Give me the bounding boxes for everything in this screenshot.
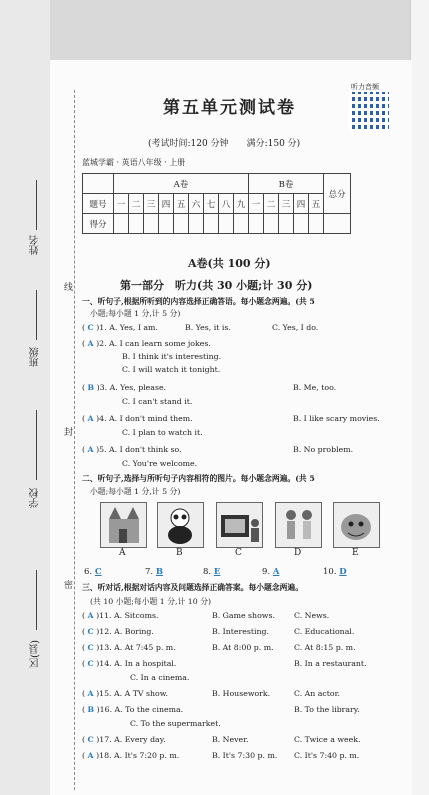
b-col: 二 [264, 194, 279, 214]
cut-mark-close: 密 [64, 581, 74, 591]
q4-option-b: B. I like scary movies. [293, 414, 380, 423]
question-15: ( A )15. A. A TV show. [82, 689, 168, 698]
score-cell[interactable] [189, 214, 204, 234]
exam-sheet [50, 60, 412, 795]
q13-option-b: B. At 8:00 p. m. [212, 643, 274, 652]
q11-option-c: C. News. [294, 611, 330, 620]
q14-option-c: C. In a cinema. [130, 673, 190, 682]
cut-mark-seal: 封 [64, 428, 74, 438]
q16-option-c: C. To the supermarket. [130, 719, 221, 728]
score-cell[interactable] [159, 214, 174, 234]
series-label: 蓝城学霸 · 英语八年级 · 上册 [82, 158, 186, 167]
question-2: ( A )2. A. I can learn some jokes. [82, 339, 211, 348]
q15-option-b: B. Housework. [212, 689, 271, 698]
question-17: ( C )17. A. Every day. [82, 735, 166, 744]
next-page-edge [410, 0, 429, 795]
q3-option-b: B. Me, too. [293, 383, 337, 392]
score-cell[interactable] [204, 214, 219, 234]
page-title: 第五单元测试卷 [163, 98, 296, 118]
b-col: 三 [279, 194, 294, 214]
picture-label-d: D [294, 548, 302, 558]
q12-option-c: C. Educational. [294, 627, 355, 636]
q3-option-c: C. I can't stand it. [122, 397, 193, 406]
q15-option-c: C. An actor. [294, 689, 340, 698]
group-a-header: A卷 [114, 174, 249, 194]
b-col: 四 [294, 194, 309, 214]
score-cell[interactable] [324, 214, 351, 234]
score-table [82, 173, 351, 234]
q17-option-c: C. Twice a week. [294, 735, 361, 744]
picture-label-b: B [176, 548, 183, 558]
q1-option-c: C. Yes, I do. [272, 323, 319, 332]
section-2-title-2: 小题;每小题 1 分,计 5 分) [90, 487, 181, 496]
a-col: 三 [144, 194, 159, 214]
question-1: ( C )1. A. Yes, I am. [82, 323, 158, 332]
picture-d-two-kids [275, 502, 322, 548]
a-col: 五 [174, 194, 189, 214]
total-header: 总分 [324, 174, 351, 214]
section-2-title: 二、听句子,选择与所听句子内容相符的图片。每小题念两遍。(共 5 [82, 474, 315, 483]
class-blank [36, 290, 37, 340]
a-col: 二 [129, 194, 144, 214]
q2-option-b: B. I think it's interesting. [122, 352, 222, 361]
picture-b-kungfu-panda [157, 502, 204, 548]
question-13: ( C )13. A. At 7:45 p. m. [82, 643, 176, 652]
q13-option-c: C. At 8:15 p. m. [294, 643, 356, 652]
picture-e-tiger-cartoon [333, 502, 380, 548]
school-blank [36, 410, 37, 480]
qr-label: 听力音频 [351, 83, 379, 91]
picture-label-c: C [235, 548, 242, 558]
a-col: 六 [189, 194, 204, 214]
score-cell[interactable] [129, 214, 144, 234]
volume-title: A卷(共 100 分) [188, 257, 271, 270]
binding-line [74, 90, 75, 790]
section-3-title: 三、听对话,根据对话内容及问题选择正确答案。每小题念两遍。 [82, 583, 304, 592]
question-12: ( C )12. A. Boring. [82, 627, 154, 636]
section-1-title: 一、听句子,根据所听到的内容选择正确答语。每小题念两遍。(共 5 [82, 297, 315, 306]
picture-label-a: A [119, 548, 126, 558]
score-cell[interactable] [249, 214, 264, 234]
group-b-header: B卷 [249, 174, 324, 194]
section-1-title-2: 小题;每小题 1 分,计 5 分) [90, 309, 181, 318]
q4-option-c: C. I plan to watch it. [122, 428, 203, 437]
a-col: 九 [234, 194, 249, 214]
score-cell[interactable] [294, 214, 309, 234]
left-margin [0, 0, 50, 795]
district-blank [36, 570, 37, 630]
part-title: 第一部分 听力(共 30 小题;计 30 分) [120, 279, 313, 292]
answer-8: 8. E [203, 567, 221, 577]
qr-code[interactable] [349, 92, 389, 132]
q18-option-c: C. It's 7:40 p. m. [294, 751, 360, 760]
score-cell[interactable] [114, 214, 129, 234]
a-col: 四 [159, 194, 174, 214]
question-14: ( C )14. A. In a hospital. [82, 659, 177, 668]
question-no-header: 题号 [83, 194, 114, 214]
section-3-title-2: (共 10 小题;每小题 1 分,计 10 分) [90, 597, 212, 606]
school-label: 学校 [30, 488, 41, 508]
q2-option-c: C. I will watch it tonight. [122, 365, 221, 374]
question-3: ( B )3. A. Yes, please. [82, 383, 167, 392]
question-11: ( A )11. A. Sitcoms. [82, 611, 159, 620]
b-col: 一 [249, 194, 264, 214]
picture-label-e: E [352, 548, 359, 558]
q14-option-b: B. In a restaurant. [294, 659, 367, 668]
score-cell[interactable] [219, 214, 234, 234]
answer-7: 7. B [145, 567, 164, 577]
a-col: 八 [219, 194, 234, 214]
q12-option-b: B. Interesting. [212, 627, 269, 636]
a-col: 一 [114, 194, 129, 214]
score-cell[interactable] [144, 214, 159, 234]
cut-mark-line: 线 [64, 283, 74, 293]
a-col: 七 [204, 194, 219, 214]
picture-c-tv-show [216, 502, 263, 548]
question-4: ( A )4. A. I don't mind them. [82, 414, 193, 423]
score-table-corner [83, 174, 114, 194]
q1-option-b: B. Yes, it is. [185, 323, 231, 332]
score-cell[interactable] [309, 214, 324, 234]
score-cell[interactable] [264, 214, 279, 234]
score-row-header: 得分 [83, 214, 114, 234]
question-16: ( B )16. A. To the cinema. [82, 705, 184, 714]
score-cell[interactable] [174, 214, 189, 234]
picture-a-castle [100, 502, 147, 548]
question-18: ( A )18. A. It's 7:20 p. m. [82, 751, 180, 760]
question-5: ( A )5. A. I don't think so. [82, 445, 182, 454]
exam-info: (考试时间:120 分钟 满分:150 分) [148, 139, 301, 149]
q18-option-b: B. It's 7:30 p. m. [212, 751, 278, 760]
answer-6: 6. C [84, 567, 102, 577]
q5-option-c: C. You're welcome. [122, 459, 198, 468]
q16-option-b: B. To the library. [294, 705, 360, 714]
class-label: 班级 [30, 347, 41, 367]
b-col: 五 [309, 194, 324, 214]
q17-option-b: B. Never. [212, 735, 249, 744]
score-cell[interactable] [279, 214, 294, 234]
name-label: 姓名 [30, 235, 41, 255]
score-cell[interactable] [234, 214, 249, 234]
answer-10: 10. D [323, 567, 347, 577]
name-blank [36, 180, 37, 230]
q11-option-b: B. Game shows. [212, 611, 275, 620]
answer-9: 9. A [262, 567, 280, 577]
district-label: 区(县) [30, 640, 41, 668]
q5-option-b: B. No problem. [293, 445, 354, 454]
